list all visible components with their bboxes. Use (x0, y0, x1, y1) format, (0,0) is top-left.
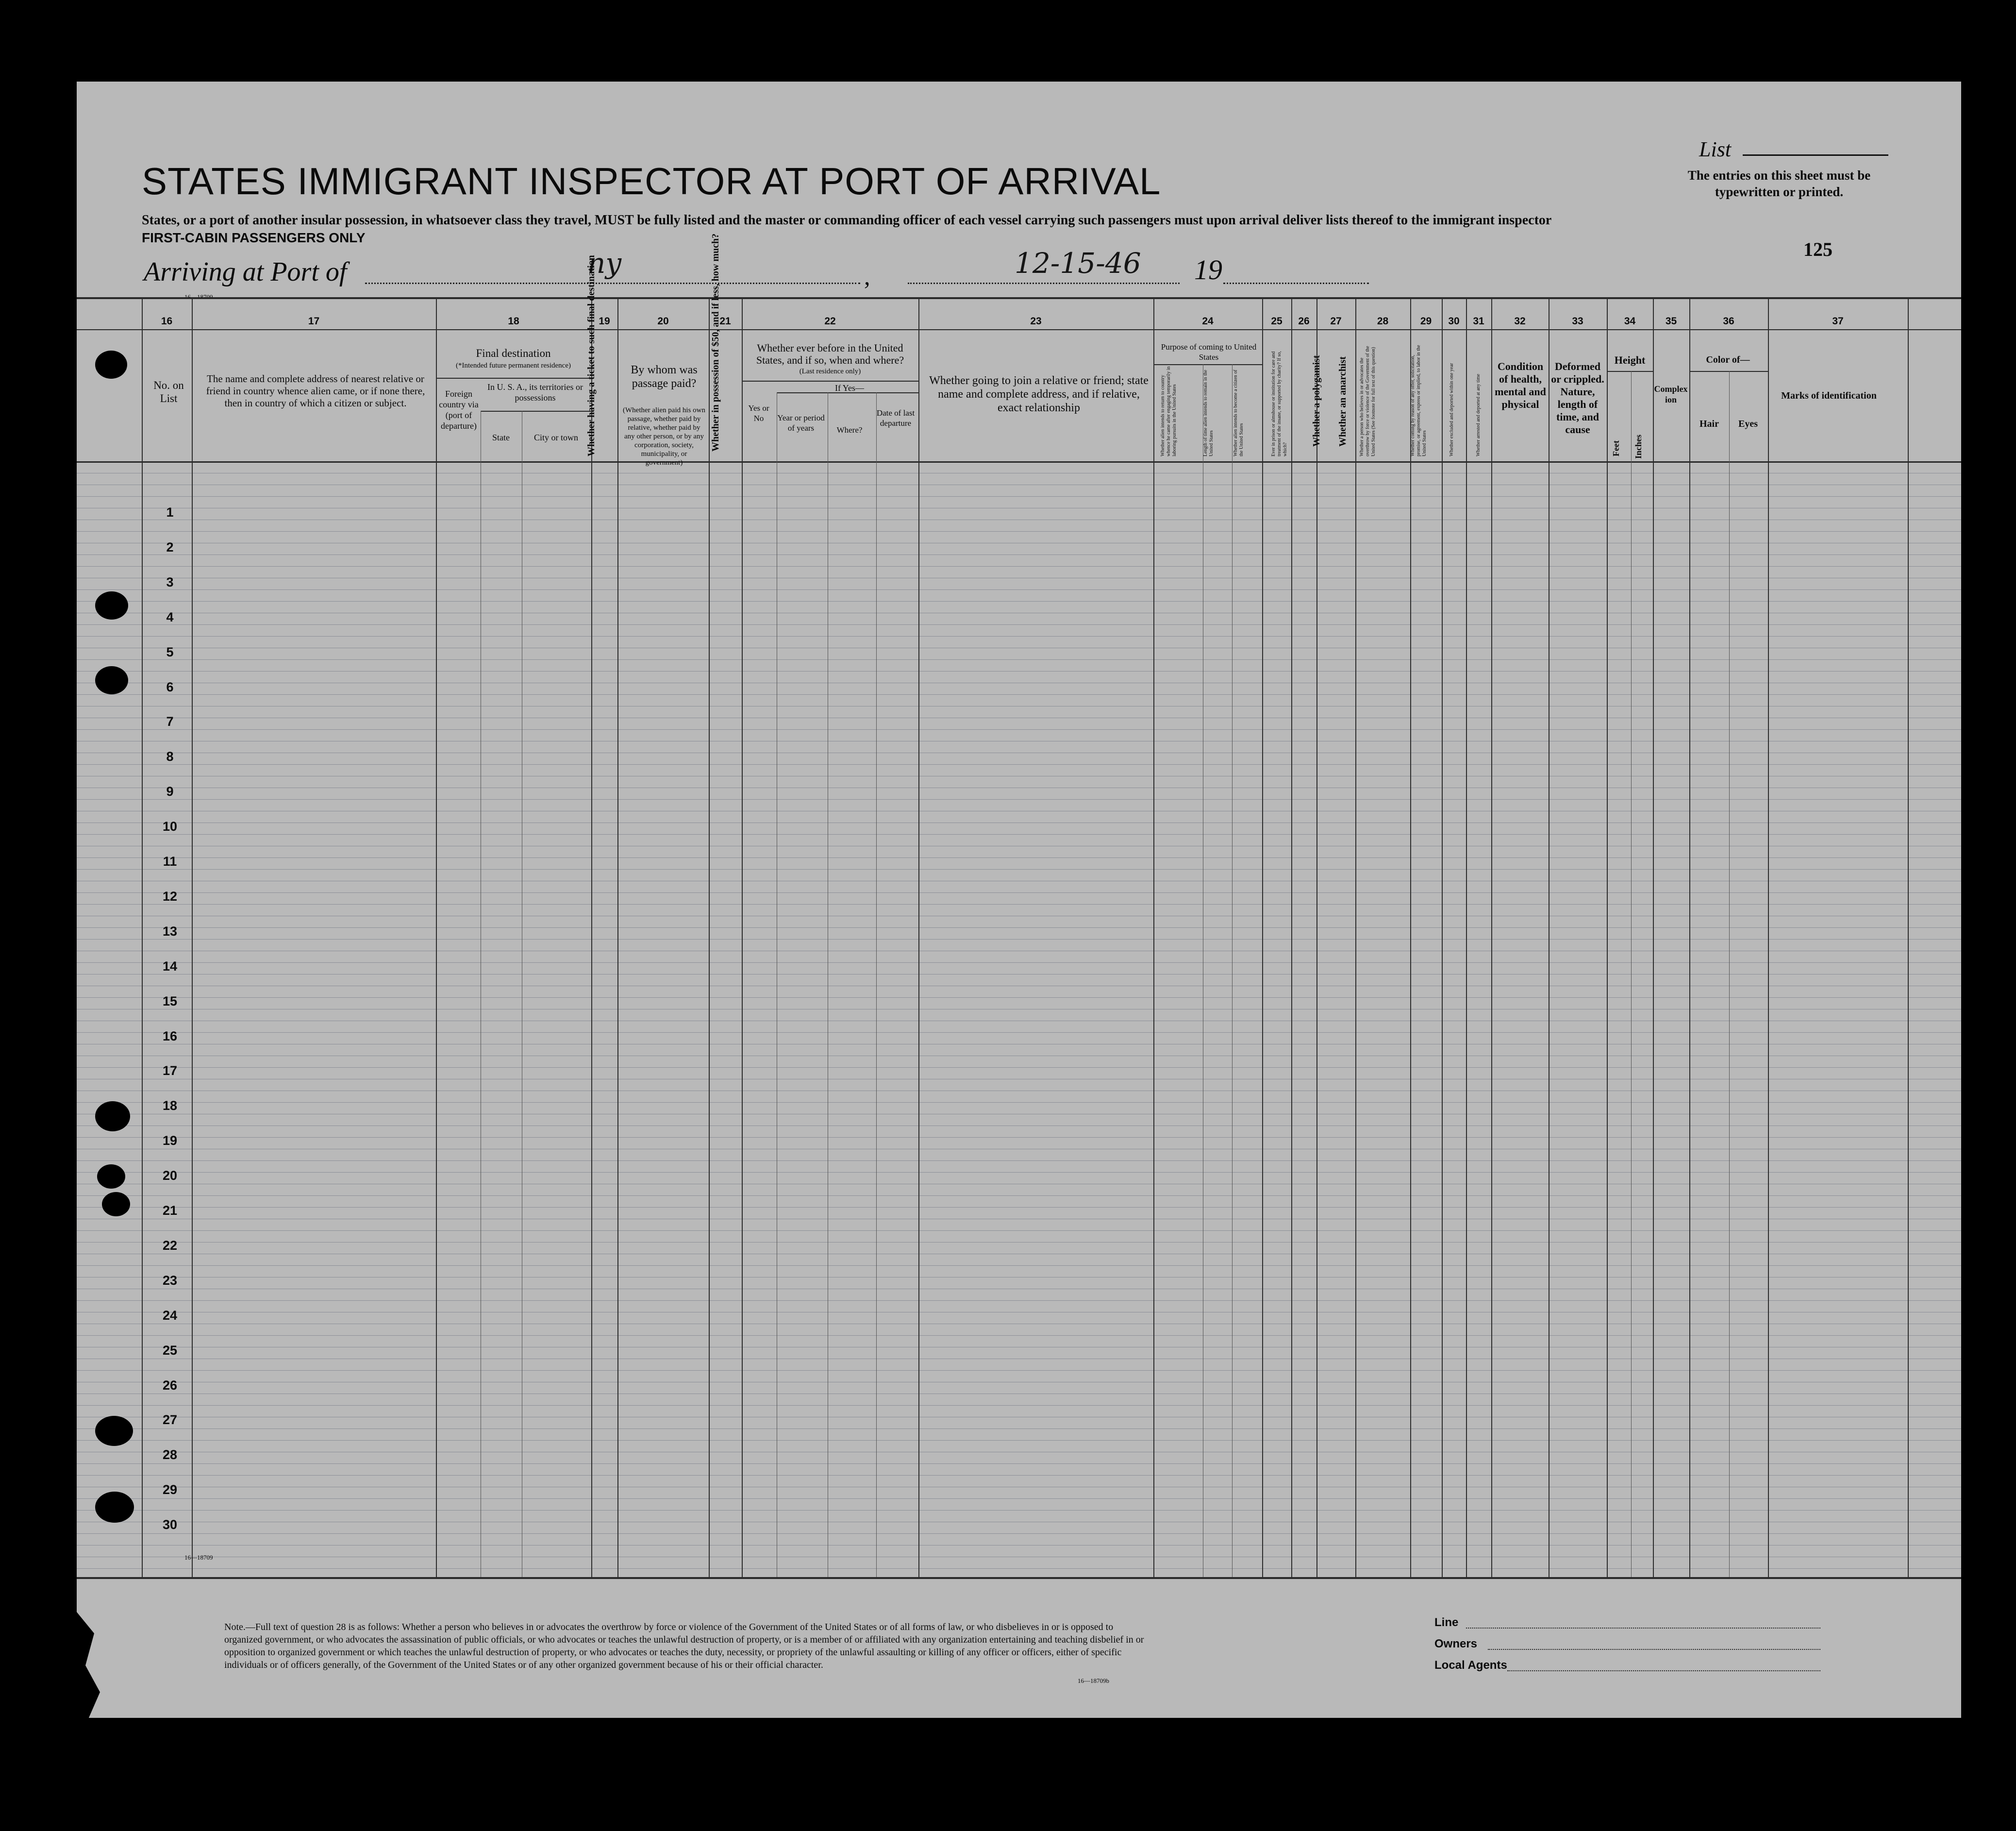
col22-title: Whether ever before in the United States, and if so, when and where? (756, 342, 904, 366)
column-divider (1262, 297, 1263, 1577)
col36-eyes: Eyes (1738, 419, 1758, 429)
col22-date: Date of last departure (876, 408, 915, 428)
date-handwritten: 12-15-46 (1015, 247, 1141, 280)
column-number-30: 30 (1448, 316, 1460, 327)
column-subdivider (1729, 371, 1730, 1577)
ruled-line (77, 1568, 1961, 1569)
column-number-29: 29 (1420, 316, 1432, 327)
col26-header: Whether a polygamist (1311, 355, 1322, 447)
first-cabin-label: FIRST-CABIN PASSENGERS ONLY (142, 230, 366, 245)
form-code-note: 16—18709b (1078, 1677, 1109, 1684)
row-number-20: 20 (162, 1168, 178, 1183)
ruled-line (77, 1533, 1961, 1534)
ruled-line (77, 729, 1961, 730)
year-blank-line (1223, 283, 1369, 284)
ruled-line (77, 927, 1961, 928)
col30-header: Whether excluded and deported within one year (1449, 363, 1454, 456)
row-number-29: 29 (162, 1482, 178, 1497)
table-bottom-rule (77, 1577, 1961, 1579)
ruled-line (77, 892, 1961, 893)
ruled-line (77, 1265, 1961, 1266)
row-number-15: 15 (162, 994, 178, 1008)
row-number-7: 7 (166, 714, 174, 729)
ruled-line (77, 531, 1961, 532)
column-divider (1466, 297, 1467, 1577)
column-subdivider (1232, 364, 1233, 1577)
ruled-line (77, 1242, 1961, 1243)
row-number-27: 27 (162, 1412, 178, 1427)
manifest-sheet (77, 82, 1961, 1718)
col34-feet: Feet (1611, 440, 1621, 456)
col27-header: Whether an anarchist (1337, 356, 1348, 447)
column-number-37: 37 (1832, 316, 1844, 327)
col24b-header: Length of time alien intends to remain in the United States (1203, 370, 1214, 456)
row-number-17: 17 (162, 1063, 178, 1078)
ruled-line (77, 589, 1961, 590)
column-number-33: 33 (1572, 316, 1583, 327)
column-number-23: 23 (1030, 316, 1042, 327)
row-number-30: 30 (162, 1517, 178, 1532)
col36-subrule (1689, 371, 1768, 372)
ruled-line (77, 1172, 1961, 1173)
row-number-9: 9 (166, 784, 174, 799)
ruled-line (77, 1207, 1961, 1208)
arriving-label: Arriving at Port of (144, 257, 347, 287)
ruled-line (77, 1125, 1961, 1126)
column-number-24: 24 (1202, 316, 1214, 327)
column-number-28: 28 (1377, 316, 1389, 327)
row-number-12: 12 (162, 889, 178, 904)
col20-title: By whom was passage paid? (631, 364, 698, 390)
column-divider (1768, 297, 1769, 1577)
column-divider (1153, 297, 1154, 1577)
ruled-line (77, 904, 1961, 905)
ruled-line (77, 1230, 1961, 1231)
owners-label: Owners (1434, 1637, 1478, 1650)
column-divider (1689, 297, 1690, 1577)
ruled-line (77, 1102, 1961, 1103)
ruled-line (77, 1160, 1961, 1161)
column-divider (1653, 297, 1654, 1577)
ruled-line (77, 624, 1961, 625)
ruled-line (77, 671, 1961, 672)
column-number-18: 18 (508, 316, 519, 327)
col36-title: Color of— (1706, 354, 1750, 365)
row-number-21: 21 (162, 1203, 178, 1218)
col22-yesno: Yes or No (748, 403, 769, 423)
col34-subrule (1607, 371, 1653, 372)
ruled-line (77, 554, 1961, 555)
column-number-25: 25 (1271, 316, 1283, 327)
row-number-26: 26 (162, 1378, 178, 1393)
col18-subrule (436, 378, 591, 379)
ruled-line (77, 1067, 1961, 1068)
column-number-26: 26 (1298, 316, 1310, 327)
column-divider (709, 297, 710, 1577)
row-number-23: 23 (162, 1273, 178, 1288)
ruled-line (77, 1440, 1961, 1441)
col19-header: Whether having a ticket to such final destination (586, 255, 597, 456)
row-number-25: 25 (162, 1343, 178, 1358)
header-bottom-rule (77, 461, 1961, 463)
punch-hole (95, 666, 128, 694)
col21-header: Whether in possession of $50, and if less, how much? (710, 233, 721, 452)
row-number-3: 3 (166, 575, 174, 589)
col37-header: Marks of identification (1781, 390, 1877, 401)
column-number-34: 34 (1624, 316, 1636, 327)
punch-hole (95, 351, 127, 379)
ruled-line (77, 636, 1961, 637)
col24c-header: Whether alien intends to become a citizen of the United States (1233, 370, 1244, 456)
col25-header: Ever in prison or almshouse or institution for care and treatment of the insane, or supported by charity? If so, which? (1271, 351, 1288, 456)
footnote-question-28: Note.—Full text of question 28 is as follows: Whether a person who believes in or advocates the overthrow by force or violence of the Government of the United States or of all forms of law, or who disbelieves in or is opposed to organized government, or who advocates the assassination of public officials, or who advocates or teaches the unlawful destruction of property, or is a member of or affiliated with any organization entertaining and teaching disbelief in or opposition to organized government or which teaches the unlawful destruction of property, or who advocates or teaches the duty, necessity, or propriety of the unlawful assaulting or killing of any officer or officers, either of specific individuals or of officers generally, of the Government of the United States or of any other organized government because of his or their official character. (224, 1622, 1144, 1670)
ruled-line (77, 1370, 1961, 1371)
col29-header: Whether coming by reason of any offer, solicitation, promise, or agreement, express or implied, to labor in the United States (1410, 345, 1427, 456)
column-divider (918, 297, 919, 1577)
page-title: STATES IMMIGRANT INSPECTOR AT PORT OF ARRIVAL (142, 160, 1161, 202)
column-divider (617, 297, 618, 1577)
ruled-line (77, 1195, 1961, 1196)
punch-hole (95, 1416, 133, 1446)
row-number-14: 14 (162, 959, 178, 974)
ruled-line (77, 601, 1961, 602)
col16-header: No. on List (153, 379, 184, 404)
row-number-8: 8 (166, 749, 174, 764)
col18-usa-rule (481, 411, 591, 412)
column-number-27: 27 (1330, 316, 1342, 327)
column-divider (436, 297, 437, 1577)
row-number-6: 6 (166, 680, 174, 694)
column-divider (1491, 297, 1492, 1577)
col31-header: Whether arrested and deported at any time (1476, 374, 1481, 456)
ruled-line (77, 566, 1961, 567)
punch-hole (97, 1164, 125, 1189)
ruled-line (77, 1300, 1961, 1301)
col32-header: Condition of health, mental and physical (1495, 360, 1546, 410)
column-divider (1908, 297, 1909, 1577)
row-number-10: 10 (162, 819, 178, 834)
col17-header: The name and complete address of nearest relative or friend in country whence alien came, or if none there, then in country of which a citizen or subject. (206, 373, 425, 409)
col28-header: Whether a person who believes in or advocates the overthrow by force or violence of the Government of the United States (See footnote for full text of this question) (1359, 346, 1376, 456)
ruled-line (77, 1032, 1961, 1033)
ruled-line (77, 962, 1961, 963)
ruled-line (77, 997, 1961, 998)
col36-hair: Hair (1699, 419, 1719, 429)
col24a-header: Whether alien intends to return to country whence he came after engaging temporarily in laboring pursuits in the United States (1160, 366, 1177, 456)
ruled-line (77, 1463, 1961, 1464)
column-subdivider (1631, 371, 1632, 1577)
list-label: List (1699, 137, 1732, 161)
column-number-31: 31 (1473, 316, 1484, 327)
column-subdivider (876, 392, 877, 1577)
form-code-bottom: 16—18709 (184, 1554, 213, 1561)
port-handwritten: ny (587, 247, 622, 280)
ruled-line (77, 939, 1961, 940)
column-number-35: 35 (1665, 316, 1677, 327)
sheet-number: 125 (1803, 238, 1833, 260)
ruled-line (77, 694, 1961, 695)
column-divider (1607, 297, 1608, 1577)
column-number-21: 21 (719, 316, 731, 327)
col18-state: State (492, 433, 510, 442)
year-prefix: 19 (1194, 254, 1222, 286)
column-divider (1316, 297, 1317, 1577)
ruled-line (77, 1510, 1961, 1511)
col22-ifyes: If Yes— (834, 383, 864, 393)
ruled-line (77, 1428, 1961, 1429)
row-number-13: 13 (162, 924, 178, 939)
column-number-32: 32 (1514, 316, 1526, 327)
col33-header: Deformed or crippled. Nature, length of time, and cause (1551, 360, 1604, 436)
col22-where: Where? (836, 425, 863, 435)
port-blank-line (365, 283, 860, 284)
column-divider (1291, 297, 1292, 1577)
ruled-line (77, 834, 1961, 835)
row-number-11: 11 (163, 854, 177, 869)
row-number-18: 18 (162, 1098, 178, 1113)
column-number-16: 16 (161, 316, 173, 327)
column-number-20: 20 (657, 316, 669, 327)
punch-hole (102, 1192, 130, 1216)
col34-inches: Inches (1633, 434, 1643, 459)
ruled-line (77, 1335, 1961, 1336)
column-number-36: 36 (1723, 316, 1734, 327)
column-divider (1410, 297, 1411, 1577)
ruled-line (77, 1475, 1961, 1476)
col22-year: Year or period of years (777, 413, 825, 433)
row-number-19: 19 (162, 1133, 178, 1148)
entries-note: The entries on this sheet must be typewritten or printed. (1687, 168, 1871, 199)
ruled-line (77, 799, 1961, 800)
column-number-rule (77, 329, 1961, 330)
row-number-1: 1 (166, 505, 174, 520)
agents-blank (1507, 1670, 1820, 1671)
column-divider (1442, 297, 1443, 1577)
col23-header: Whether going to join a relative or friend; state name and complete address, and if relative, exact relationship (929, 374, 1149, 414)
ruled-line (77, 659, 1961, 660)
line-label: Line (1434, 1616, 1459, 1629)
row-number-4: 4 (166, 610, 174, 624)
col20-subtitle: (Whether alien paid his own passage, whether paid by relative, whether paid by any other person, or by any corporation, society, municipality, or government) (623, 406, 705, 467)
row-number-22: 22 (162, 1238, 178, 1253)
col18-subtitle: (*Intended future permanent residence) (456, 362, 571, 370)
column-divider (142, 297, 143, 1577)
row-number-2: 2 (166, 540, 174, 554)
form-code-top: 16—18709 (184, 293, 213, 301)
col24-title: Purpose of coming to United States (1161, 342, 1257, 362)
row-number-5: 5 (166, 645, 174, 659)
list-blank-line (1743, 154, 1888, 156)
ruled-line (77, 496, 1961, 497)
ruled-line (77, 1137, 1961, 1138)
column-number-22: 22 (824, 316, 836, 327)
instruction-text: States, or a port of another insular possession, in whatsoever class they travel, MUST be fully listed and the master or commanding officer of each vessel carrying such passengers must upon arrival deliver lists thereof to the immigrant inspector (142, 213, 1552, 228)
row-number-28: 28 (162, 1447, 178, 1462)
ruled-line (77, 869, 1961, 870)
ruled-line (77, 1405, 1961, 1406)
col18-title: Final destination (476, 347, 551, 359)
date-blank-line (908, 283, 1180, 284)
line-blank (1466, 1628, 1820, 1629)
column-divider (1355, 297, 1356, 1577)
column-number-17: 17 (308, 316, 320, 327)
punch-hole (95, 1492, 134, 1523)
punch-hole (95, 1101, 130, 1131)
column-number-19: 19 (599, 316, 610, 327)
col18-city: City or town (533, 433, 578, 442)
col35-header: Complexion (1654, 384, 1688, 404)
ruled-line (77, 857, 1961, 858)
col22-subtitle: (Last residence only) (799, 368, 861, 375)
table-top-rule (77, 297, 1961, 299)
ruled-line (77, 1498, 1961, 1499)
local-agents-label: Local Agents (1434, 1659, 1507, 1672)
punch-hole (95, 591, 128, 620)
column-divider (742, 297, 743, 1577)
row-number-24: 24 (162, 1308, 178, 1323)
ruled-line (77, 764, 1961, 765)
col34-title: Height (1614, 354, 1646, 366)
row-number-16: 16 (162, 1029, 178, 1043)
col18-usa: In U. S. A., its territories or possessions (487, 382, 583, 403)
col18-foreign: Foreign country via (port of departure) (439, 389, 479, 431)
owners-blank (1488, 1649, 1820, 1650)
comma-mark: , (864, 263, 870, 290)
column-divider (591, 297, 592, 1577)
